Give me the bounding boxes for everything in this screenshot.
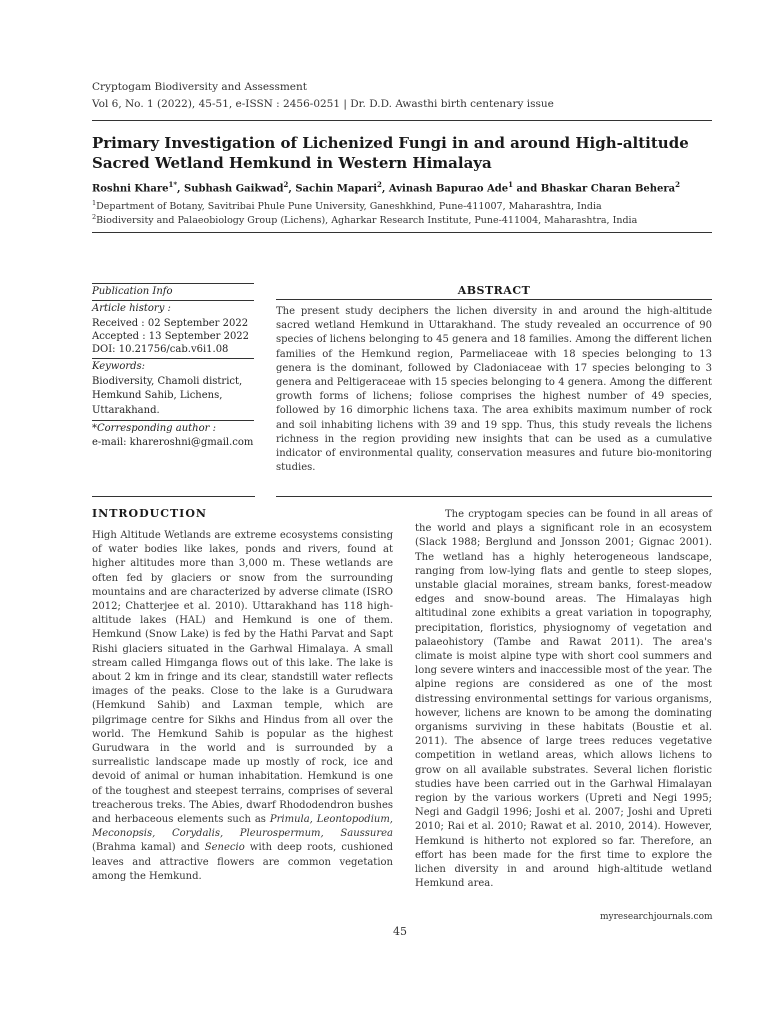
keyword-line: Uttarakhand. (92, 405, 160, 416)
affiliation-sup: 1 (92, 199, 97, 207)
intro-paragraph (92, 529, 393, 884)
article-history-label: Article history : (92, 303, 171, 314)
taxa-names: Primula, Leontopodium, Meconopsis, Corydalis, Pleurospermum, Saussurea (92, 814, 393, 840)
publication-info-label: Publication Info (92, 286, 173, 297)
intro-text: with deep roots, cushioned leaves and attractive flowers are common vegetation among the Hemkund. (92, 842, 393, 882)
keyword-line: Hemkund Sahib, Lichens, (92, 390, 223, 401)
page-number: 45 (393, 925, 407, 938)
and-word: and (516, 183, 538, 195)
section-divider-left (92, 496, 255, 497)
section-divider-right (276, 496, 712, 497)
doi: DOI: 10.21756/cab.v6i1.08 (92, 344, 229, 355)
author-name: Bhaskar Charan Behera (540, 183, 676, 195)
author-sup: 2 (283, 180, 289, 189)
affiliation-text: Department of Botany, Savitribai Phule Pune University, Ganeshkhind, Pune-411007, Maharashtra, India (96, 201, 602, 213)
intro-right-column (415, 508, 712, 891)
issue-info: Vol 6, No. 1 (2022), 45-51, e-ISSN : 2456-0251 | Dr. D.D. Awasthi birth centenary issue (92, 98, 554, 110)
footer-url[interactable]: myresearchjournals.com (600, 912, 713, 922)
author-name: Subhash Gaikwad (184, 183, 284, 195)
affiliation-2 (92, 211, 712, 227)
author-sup: 2 (377, 180, 382, 189)
author-sup: 1* (168, 180, 178, 189)
intro-paragraph: The cryptogam species can be found in all areas of the world and plays a significant role in an ecosystem (Slack 1988; Berglund and Jonsson 2001; Gignac 2001). The wetland has a highly heterogeneous landscape, ranging from low-lying flats and gentle to steep slopes, unstable glacial moraines, stream banks, forest-meadow edges and snow-bound areas. The Himalayas high altitudinal zone exhibits a great variation in topography, precipitation, floristics, physiognomy of vegetation and palaeohistory (Tambe and Rawat 2011). The area's climate is moist alpine type with short cool summers and long severe winters and inaccessible most of the year. The alpine regions are considered as one of the most distressing environmental settings for various organisms, however, lichens are known to be among the dominating organisms surviving in these habitats (Boustie et al. 2011). The absence of large trees reduces vegetative competition in wetland areas, which allows lichens to grow on all available substrates. Several lichen floristic studies have been carried out in the Garhwal Himalayan region by the various workers (Upreti and Negi 1995; Negi and Gadgil 1996; Joshi et al. 2007; Joshi and Upreti 2010; Rai et al. 2010; Rawat et al. 2010, 2014). However, Hemkund is hitherto not explored so far. Therefore, an effort has been made for the first time to explore the lichen diversity in and around high-altitude wetland Hemkund area. (415, 509, 712, 890)
abstract-rule (276, 299, 712, 300)
intro-left-column (92, 529, 393, 884)
intro-text: High Altitude Wetlands are extreme ecosystems consisting of water bodies like lakes, ponds and rivers, found at higher altitudes more than 3,000 m. These wetlands are often fed by glaciers or snow from the surrounding mountains and are characterized by adverse climate (ISRO 2012; Chatterjee et al. 2010). Uttarakhand has 118 high-altitude lakes (HAL) and Hemkund is one of them. Hemkund (Snow Lake) is fed by the Hathi Parvat and Sapt Rishi glaciers situated in the Garhwal Himalaya. A small stream called Himganga flows out of this lake. The lake is about 2 km in fringe and its clear, standstill water reflects images of the peaks. Close to the lake is a Gurudwara (Hemkund Sahib) and Laxman temple, which are pilgrimage centre for Sikhs and Hindus from all over the world. The Hemkund Sahib is popular as the highest Gurudwara in the world and is surrounded by a surrealistic landscape made up mostly of rock, ice and devoid of animal or human inhabitation. Hemkund is one of the toughest and steepest terrains, comprises of several treacherous treks. The Abies, dwarf Rhododendron bushes and herbaceous elements such as (92, 530, 393, 826)
author-name: Avinash Bapurao Ade (388, 183, 509, 195)
author-name: Roshni Khare (92, 183, 169, 195)
author-name: Sachin Mapari (295, 183, 378, 195)
received-date: Received : 02 September 2022 (92, 318, 249, 329)
affiliation-text: Biodiversity and Palaeobiology Group (Lichens), Agharkar Research Institute, Pune-411004, Maharashtra, India (96, 215, 638, 227)
info-rule (92, 420, 254, 421)
info-rule (92, 300, 254, 301)
author-sup: 1 (508, 180, 514, 189)
affiliation-sup: 2 (92, 213, 97, 221)
info-top-rule (92, 283, 254, 284)
affiliation-divider (92, 232, 712, 233)
abstract-heading: ABSTRACT (457, 284, 531, 297)
info-rule (92, 358, 254, 359)
author-sup: 2 (675, 180, 681, 189)
corresponding-author-label: *Corresponding author : (92, 423, 216, 434)
header-divider (92, 120, 712, 121)
journal-name: Cryptogam Biodiversity and Assessment (92, 81, 307, 93)
author-list: Roshni Khare$^{1*}$, Subhash Gaikwad$^2$, Sachin Mapari$^2$, Avinash Bapurao Ade$^1$ and Bhaskar Charan Behera$^2$ (92, 180, 681, 195)
author-email[interactable]: e-mail: khareroshni@gmail.com (92, 437, 254, 448)
article-title: Primary Investigation of Lichenized Fungi in and around High-altitude Sacred Wetland Hemkund in Western Himalaya (92, 134, 689, 172)
taxon-senecio: Senecio (204, 842, 245, 854)
accepted-date: Accepted : 13 September 2022 (92, 331, 250, 342)
introduction-heading: INTRODUCTION (92, 507, 207, 520)
keyword-line: Biodiversity, Chamoli district, (92, 376, 243, 387)
abstract-body: The present study deciphers the lichen diversity in and around the high-altitude sacred wetland Hemkund in Uttarakhand. The study revealed an occurrence of 90 species of lichens belonging to 45 genera and 18 families. Among the different lichen families of the Hemkund region, Parmeliaceae with 18 species belonging to 13 genera is the dominant, followed by Cladoniaceae with 17 species belonging to 3 genera and Peltigeraceae with 15 species belonging to 4 genera. Among the different growth forms of lichens; foliose comprises the highest number of 49 species, followed by 16 dimorphic lichens taxa. The area exhibits maximum number of rock and soil inhabiting lichens with 39 and 19 spp. Thus, this study reveals the lichens richness in the region providing new insights that can be used as a cumulative indicator of environmental quality, conservation measures and future bio-monitoring studies. (276, 306, 712, 474)
keywords-label: Keywords: (92, 361, 146, 372)
intro-text: (Brahma kamal) and (92, 842, 205, 854)
